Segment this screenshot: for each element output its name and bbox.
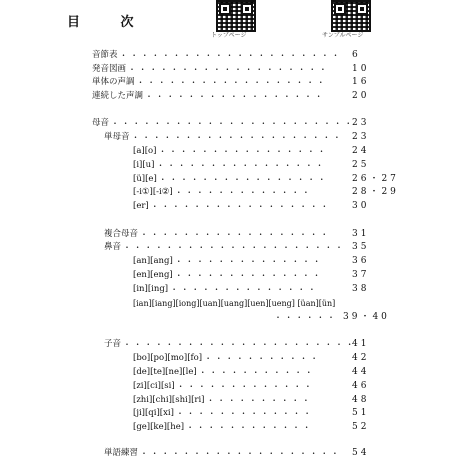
toc-label: [en][eng] [133,270,173,280]
toc-leader-dots: ・・・・・・・・・・・・・・・・・ [150,202,331,211]
toc-page-number: 25 [352,160,370,170]
toc-leader-dots: ・・・・・・・・・・・・・・・・・・ [136,78,328,87]
toc-page-number: 23 [352,132,370,142]
toc-label: 単母音 [104,132,130,142]
qr-label-sample-page: サンプルページ [322,32,364,39]
toc-label: 発音図画 [92,64,127,74]
toc-page-number: 26・27 [352,174,399,184]
toc-leader-dots: ・・・・・・・・・・・ [198,368,316,377]
toc-leader-dots: ・・・・・・・・・・・・・・・・ [156,161,327,170]
toc-leader-dots: ・・・・・・・・・・・・・・ [174,271,324,280]
toc-leader-dots: ・・・・・・・・・・・・・・・・・・・・・ [123,243,346,252]
toc-label: 単語練習 [104,448,139,458]
toc-label: 連続した声調 [92,91,144,101]
toc-row[interactable] [133,145,328,158]
toc-row[interactable] [92,63,329,76]
toc-leader-dots: ・・・・・・・・・・・・・・・・・・・・・・ [123,340,357,349]
toc-page-number: 36 [352,256,370,266]
toc-page-number: 38 [352,284,370,294]
toc-label: 単体の声調 [92,77,135,87]
toc-leader-dots: ・・・・・・・・・・・・・・ [170,285,319,294]
toc-leader-dots: ・・・・・・・・・・・・・ [176,382,315,391]
toc-page-number: 24 [352,146,370,156]
toc-label: [ji][qi][xi] [133,408,174,418]
toc-row[interactable] [133,283,319,296]
toc-label: [ian][iang][iong][uan][uang][uen][ueng] [üan][ün] [133,299,336,308]
toc-row[interactable] [133,352,321,365]
toc-leader-dots: ・・・・・・・・・・・・・・・・・・・ [140,449,342,458]
toc-page-number: 35 [352,242,370,252]
toc-row[interactable] [133,297,337,310]
toc-page-number: 44 [352,367,370,377]
toc-row[interactable] [92,49,342,62]
toc-page-number: 51 [352,408,370,418]
toc-row[interactable] [133,366,315,379]
toc-leader-dots: ・・・・・・・・・・・・・・・・・・ [140,230,331,239]
toc-page-number: 48 [352,395,370,405]
toc-row[interactable] [104,241,346,254]
toc-leader-dots: ・・・・・・・・・・・・・・・・・・・・・ [119,51,343,60]
toc-page-number: 42 [352,353,370,363]
toc-page-number: 16 [352,77,370,87]
toc-leader-dots: ・・・・・・・・・・・・・・・・・・・・ [131,133,344,142]
toc-label: 子音 [104,339,122,349]
toc-leader-dots: ・・・・・・・・・・・・・・・・・・・ [128,65,330,74]
toc-page-number: 41 [352,339,370,349]
toc-label: 母音 [92,118,110,128]
toc-label: [an][ang] [133,256,173,266]
toc-row[interactable] [133,407,314,420]
toc-row[interactable] [92,90,325,103]
toc-row[interactable] [133,394,313,407]
toc-row[interactable] [133,186,313,199]
toc-label: [bo][po][mo][fo] [133,353,203,363]
page-title: 目 次 [67,15,152,30]
toc-page-number: 52 [352,422,370,432]
toc-page-number: 10 [352,64,370,74]
toc-page-number: 37 [352,270,370,280]
toc-leader-dots: ・・・・・・・・・・・・・・・・ [158,147,329,156]
toc-label: [in][ing] [133,284,169,294]
toc-row[interactable] [104,131,344,144]
toc-page-number: 39・40 [343,312,390,322]
toc-label: [de][te][ne][le] [133,367,197,377]
toc-row[interactable] [104,447,341,460]
toc-label: 音節表 [92,50,118,60]
toc-leader-dots: ・・・・・・・・・・ [206,396,313,405]
toc-page-number: 30 [352,201,370,211]
toc-page-number: 20 [352,91,370,101]
toc-row[interactable] [133,255,323,268]
toc-row[interactable] [133,269,323,282]
toc-leader-dots: ・・・・・・・・・・・・・ [174,188,313,197]
toc-page-number: 54 [352,448,370,458]
toc-leader-dots: ・・・・・・・・・・・ [204,354,321,363]
toc-label: [ü][e] [133,174,157,184]
toc-page-number: 28・29 [352,187,399,197]
toc-label: [er] [133,201,149,211]
toc-row[interactable] [92,76,327,89]
toc-label: [zi][ci][si] [133,381,175,391]
toc-row[interactable] [104,228,331,241]
toc-page-number: 31 [352,229,370,239]
toc-leader-dots: ・・・・・・・・・・・・・・・・・ [145,92,326,101]
toc-page-number: 23 [352,118,370,128]
toc-label: [-i①][-i②] [133,187,173,197]
toc-leader-dots: ・・・・・・・・・・・・・・・・・・・・・・・ [111,119,355,128]
toc-row[interactable] [133,200,331,213]
toc-row[interactable] [133,159,326,172]
toc-label: 鼻音 [104,242,122,252]
toc-row[interactable] [104,338,356,351]
toc-row[interactable] [133,380,314,393]
toc-label: [a][o] [133,146,157,156]
toc-row[interactable] [133,173,328,186]
toc-label: [zhi][chi][shi][ri] [133,395,205,405]
toc-leader-dots: ・・・・・・・・・・・・ [186,423,314,432]
toc-leader-dots: ・・・・・・ [274,313,338,322]
toc-row[interactable] [133,421,313,434]
toc-row[interactable] [92,117,355,130]
toc-label: [ge][ke][he] [133,422,185,432]
toc-page-number: 6 [352,50,361,60]
toc-leader-dots: ・・・・・・・・・・・・・・ [174,257,324,266]
toc-label: 複合母音 [104,229,139,239]
qr-label-top-page: トップページ [211,32,247,39]
toc-row[interactable] [272,311,338,324]
toc-label: [i][u] [133,160,155,170]
toc-leader-dots: ・・・・・・・・・・・・・ [175,409,314,418]
toc-page-number: 46 [352,381,370,391]
toc-leader-dots: ・・・・・・・・・・・・・・・・ [158,175,329,184]
